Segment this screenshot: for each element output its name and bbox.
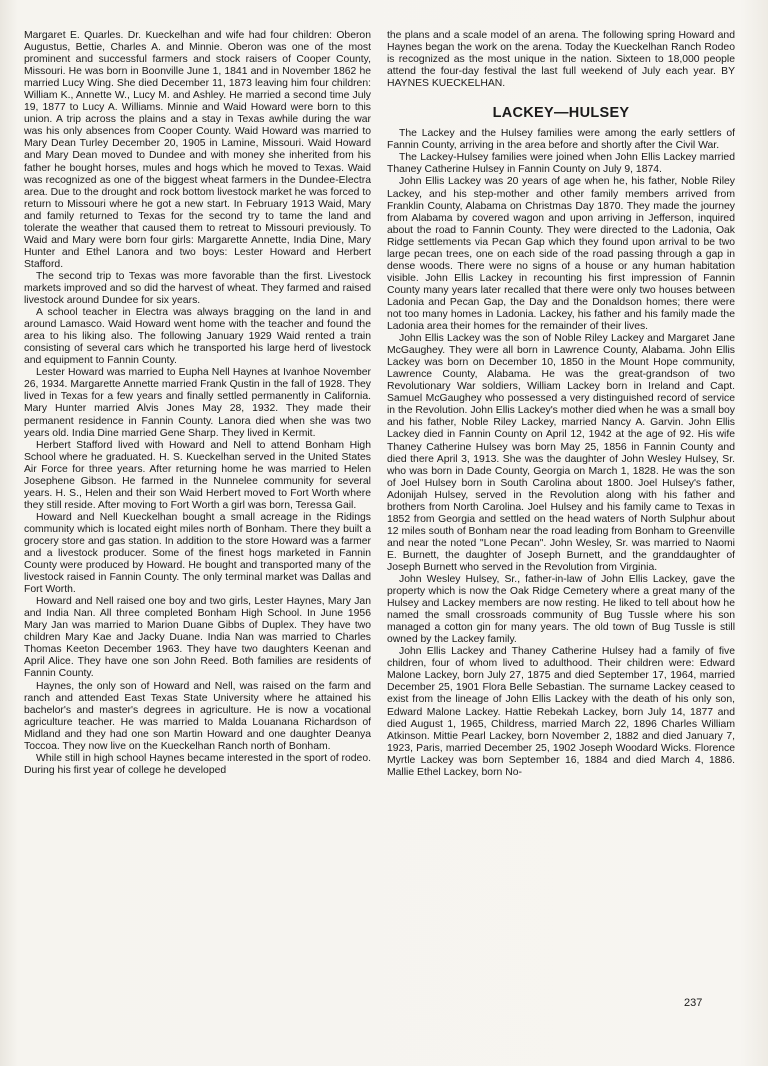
section-heading: LACKEY—HULSEY	[492, 105, 630, 122]
paragraph: John Ellis Lackey was the son of Noble Riley Lackey and Margaret Jane McGaughey. They were all born in Lawrence County, Alabama. John Ellis Lackey was born on December 10, 1850 in the Mount Hope community, Lawrence County, Alabama. He was the great-grandson of two Revolutionary War soldiers, William Lackey born in Ireland and Capt. Samuel McGaughey who possessed a very distinguished record of service in the Revolution. John Ellis Lackey's mother died when he was a small boy and his father, Noble Riley Lackey, married Nancy A. Garvin. John Ellis Lackey died in Fannin County on April 12, 1942 at the age of 92. His wife Thaney Catherine Hulsey was born May 25, 1856 in Fannin County and died there April 3, 1913. She was the daughter of John Wesley Hulsey, Sr. who was born in Dade County, Georgia on March 1, 1828. He was the son of Joel Hulsey born in South Carolina about 1800. Joel Hulsey's father, Adonijah Hulsey, served in the Revolution along with his father and brothers from North Carolina. Joel Hulsey and his family came to Texas in 1852 from Georgia and settled on the head waters of North Sulphur about 12 miles south of Bonham near the road leading from Bonham to Greenville and near the noted "Lone Pecan". John Wesley, Sr. was married to Naomi E. Burnett, the daughter of Joseph Burnett, and the granddaughter of Joseph Burnett who served in the Revolution from Virginia.	[387, 333, 735, 573]
paragraph: Margaret E. Quarles. Dr. Kueckelhan and wife had four children: Oberon Augustus, Bettie, Charles A. and Minnie. Oberon was one of the most prominent and successful farmers and stock raisers of Cooper County, Missouri. He was born in Boonville June 1, 1841 and in November 1862 he married Lucy Wing. She died December 11, 1873 leaving him four children: William K., Annette W., Lucy M. and Ashley. He married a second time July 19, 1877 to Lucy A. Williams. Minnie and Waid Howard were born to this union. A trip across the plains and a stay in Texas awhile during the war was his only absences from Cooper County. Waid Howard was married to Mary Dean Turley December 20, 1905 in Lamine, Missouri. Waid Howard and Mary Dean moved to Dundee and with money she inherited from his father he bought horses, mules and hogs which he moved to Texas. Waid was recognized as one of the biggest wheat farmers in the Dundee-Electra area. Due to the drought and rock bottom livestock market he was forced to return to Missouri where he got a new start. In February 1913 Waid, Mary and family returned to Texas for the second try to tame the land and tolerate the weather that caused them to retreat to Missouri previously. To Waid and Mary were born four girls: Margarette Annette, India Dine, Mary Hunter and Ethel Lanora and two boys: Lester Howard and Herbert Stafford.	[24, 30, 371, 270]
paragraph: The Lackey-Hulsey families were joined when John Ellis Lackey married Thaney Catherine Hulsey in Fannin County on July 9, 1874.	[387, 152, 735, 176]
paragraph: John Ellis Lackey was 20 years of age when he, his father, Noble Riley Lackey, and his step-mother and other family members arrived from Franklin County, Alabama on Christmas Day 1870. They made the journey from Alabama by covered wagon and upon arriving in Jefferson, inquired about the road to Fannin County. They were directed to the Ladonia, Oak Ridge settlements via Pecan Gap which they found upon arrival to be two large pecan trees, one on each side of the road passing through a gap in dense woods. There were no signs of a house or any human habitation visible. John Ellis Lackey in recounting his first impression of Fannin County many years later recalled that there were only two houses between Ladonia and Pecan Gap, the Day and the Donaldson homes; there were not too many homes in Ladonia. Lackey, his father and his family made the Ladonia area their homes for the remainder of their lives.	[387, 176, 735, 333]
paragraph: A school teacher in Electra was always bragging on the land in and around Lamasco. Waid Howard went home with the teacher and found the area to his liking also. The following January 1929 Waid rented a train consisting of several cars which he transported his large herd of livestock and equipment to Fannin County.	[24, 307, 371, 367]
right-column	[387, 30, 735, 779]
paragraph: While still in high school Haynes became interested in the sport of rodeo. During his first year of college he developed	[24, 752, 371, 776]
paragraph: John Ellis Lackey and Thaney Catherine Hulsey had a family of five children, four of whom lived to adulthood. Their children were: Edward Malone Lackey, born July 27, 1875 and died September 17, 1964, married December 25, 1901 Flora Belle Sebastian. The surname Lackey ceased to exist from the lineage of John Ellis Lackey with the death of his only son, Edward Malone Lackey. Hattie Rebekah Lackey, born July 14, 1877 and died August 1, 1965, Childress, married March 22, 1896 Charles William Atkinson. Mittie Pearl Lackey, born November 2, 1882 and died January 7, 1923, Paris, married December 25, 1902 Joseph Woodard Wicks. Florence Myrtle Lackey was born September 16, 1884 and died March 4, 1886. Mallie Ethel Lackey, born No-	[387, 646, 735, 778]
paragraph: The second trip to Texas was more favorable than the first. Livestock markets improved and so did the harvest of wheat. They farmed and raised livestock around Dundee for six years.	[24, 270, 371, 307]
paragraph: Haynes, the only son of Howard and Nell, was raised on the farm and ranch and attended East Texas State University where he attained his bachelor's and master's degrees in agriculture. He is now a vocational agriculture teacher. He was married to Malda Louanana Richardson of Midland and they had one son Martin Howard and one daughter Deanya Toccoa. They now live on the Kueckelhan Ranch north of Bonham.	[24, 680, 371, 752]
paragraph: Herbert Stafford lived with Howard and Nell to attend Bonham High School where he graduated. H. S. Kueckelhan served in the United States Air Force for three years. After returning home he was married to Helen Josephene Gibson. He farmed in the Nunnelee community for several years. H. S., Helen and their son Waid Herbert moved to Fort Worth where they still reside. After moving to Fort Worth a girl was born, Teressa Gail.	[24, 439, 371, 511]
paragraph: Howard and Nell raised one boy and two girls, Lester Haynes, Mary Jan and India Nan. All three completed Bonham High School. In June 1956 Mary Jan was married to Marion Duane Gibbs of Duplex. They have two children Mary Kae and Jacky Duane. India Nan was married to Charles Thomas Keeton December 1963. They have two daughters Keenan and April Alice. They have one son John Reed. Both families are residents of Fannin County.	[24, 596, 371, 680]
paragraph: The Lackey and the Hulsey families were among the early settlers of Fannin County, arriving in the area before and shortly after the Civil War.	[387, 128, 735, 152]
paragraph: John Wesley Hulsey, Sr., father-in-law of John Ellis Lackey, gave the property which is now the Oak Ridge Cemetery where a great many of the Hulsey and Lackey members are now resting. He liked to tell about how he named the small crossroads community of Bug Tussle where his son managed a cotton gin for many years. The old town of Bug Tussle is still owned by the Lackey family.	[387, 574, 735, 646]
paragraph: Lester Howard was married to Eupha Nell Haynes at Ivanhoe November 26, 1934. Margarette Annette married Frank Qustin in the fall of 1928. They lived in Texas for a few years and finally settled permanently in California. Mary Hunter married Alvis Jones May 28, 1932. They made their permanent residence in Fannin County. Lanora died when she was two years old. India Dine married Gene Sharp. They lived in Kermit.	[24, 367, 371, 439]
paragraph: Howard and Nell Kueckelhan bought a small acreage in the Ridings community which is located eight miles north of Bonham. There they built a grocery store and gas station. In addition to the store Howard was a farmer and a livestock producer. Some of the finest hogs marketed in Fannin County were produced by Howard. He bought and transported many of the livestock raised in Fannin County. The only terminal market was Dallas and Fort Worth.	[24, 511, 371, 596]
left-column	[24, 30, 371, 777]
page-number: 237	[684, 997, 703, 1009]
paragraph: the plans and a scale model of an arena. The following spring Howard and Haynes began the work on the arena. Today the Kueckelhan Ranch Rodeo is recognized as the most unique in the nation. Sixteen to 18,000 people attend the four-day festival the last full weekend of July each year. BY HAYNES KUECKELHAN.	[387, 30, 735, 90]
